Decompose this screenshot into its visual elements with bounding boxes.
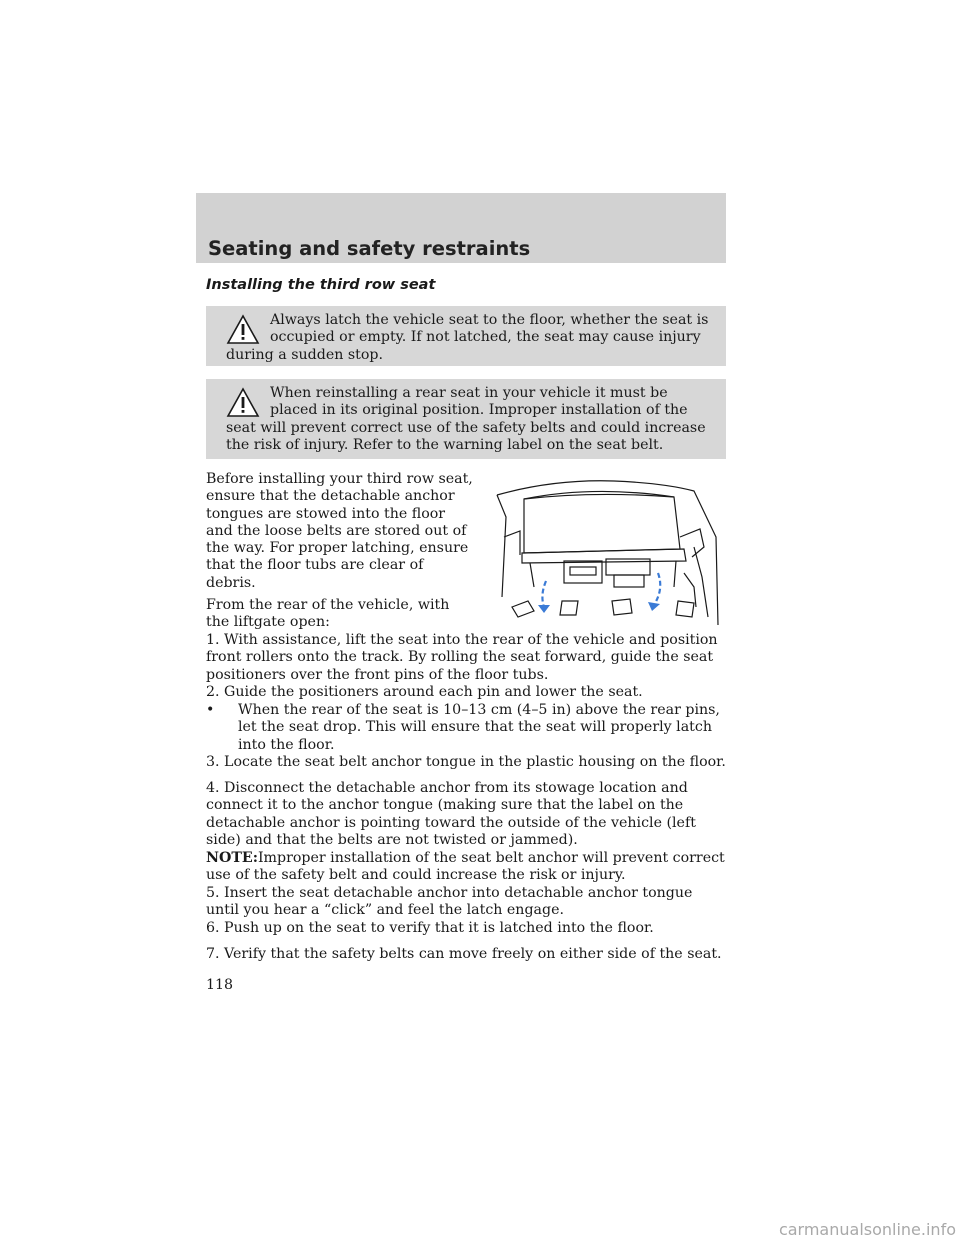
header-title: Seating and safety restraints [208,237,531,260]
bullet-item [206,702,726,754]
note-paragraph [206,850,726,885]
step-2: 2. Guide the positioners around each pin and lower the seat. [206,684,643,700]
warning-text: When reinstalling a rear seat in your vehicle it must be placed in its original position. Improper installation of the seat will prevent correct use of the safety belts and could increase the risk of injury. Refer to the warning label on the seat belt. [226,385,706,453]
step-4: 4. Disconnect the detachable anchor from its stowage location and connect it to the anchor tongue (making sure that the label on the detachable anchor is pointing toward the outside of the vehicle (left side) and that the belts are not twisted or jammed). [206,780,696,848]
watermark: carmanualsonline.info [778,1220,956,1239]
bullet-mark: • [206,702,215,718]
section-title: Installing the third row seat [206,277,436,293]
warning-text: Always latch the vehicle seat to the floor, whether the seat is occupied or empty. If not latched, the seat may cause injury during a sudden stop. [226,312,709,363]
note-label: NOTE: [206,850,258,866]
note-text: Improper installation of the seat belt anchor will prevent correct use of the safety belt and could increase the risk or injury. [206,850,725,884]
page-number: 118 [206,977,234,993]
step-3: 3. Locate the seat belt anchor tongue in the plastic housing on the floor. [206,754,726,770]
step-6: 6. Push up on the seat to verify that it is latched into the floor. [206,920,654,936]
intro-paragraph: Before installing your third row seat, ensure that the detachable anchor tongues are stowed into the floor and the loose belts are stored out of the way. For proper latching, ensure that the floor tubs are clear of debris. [206,471,473,591]
third-row-seat-illustration [494,477,720,627]
header-bar [196,193,726,263]
bullet-text: When the rear of the seat is 10–13 cm (4–5 in) above the rear pins, let the seat drop. This will ensure that the seat will properly latch into the floor. [238,702,720,753]
step-7: 7. Verify that the safety belts can move freely on either side of the seat. [206,946,722,962]
warning-box [206,379,726,459]
warning-triangle-icon [226,387,260,419]
warning-triangle-icon [226,314,260,346]
rear-paragraph: From the rear of the vehicle, with the liftgate open: [206,597,450,631]
step-5: 5. Insert the seat detachable anchor into detachable anchor tongue until you hear a “click” and feel the latch engage. [206,885,693,919]
step-1: 1. With assistance, lift the seat into the rear of the vehicle and position front rollers onto the track. By rolling the seat forward, guide the seat positioners over the front pins of the floor tubs. [206,632,718,683]
warning-box [206,306,726,366]
